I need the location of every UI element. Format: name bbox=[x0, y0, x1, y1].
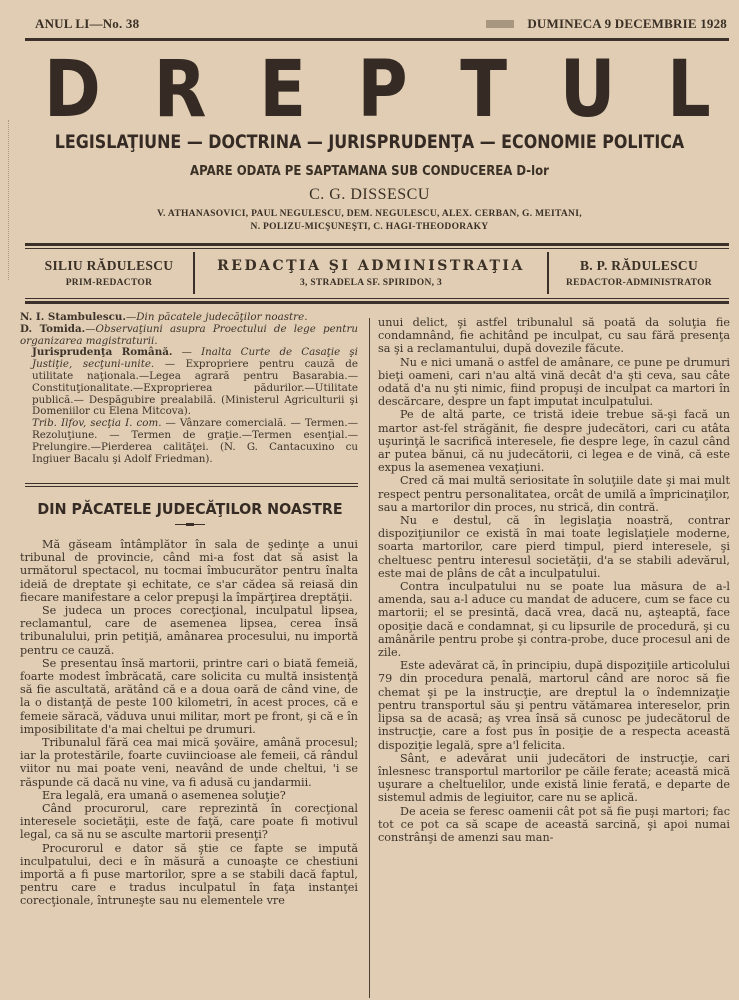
masthead-letter: E bbox=[258, 45, 306, 135]
summary-author: Jurisprudenţa Română. bbox=[32, 346, 173, 359]
article-paragraph: Se presentau însă martorii, printre cari o biată femeiă, foarte modest îmbrăcată, care solicita cu multă insistenţă să fie ascultată, arătând că e a doua oară de când vine, de la o distanţă de peste 100 kilometri, în acest proces, că e femeie săracă, văduva unui militar, mort pe front, şi că e în imposibilitate d'a mai cheltui pe drumuri. bbox=[20, 656, 358, 736]
article-paragraph: Cred că mai multă seriositate în soluţiile date şi mai mult respect pentru personalitatea, orcât de umilă a împricinaţilor, sau a martorilor din proces, nu strică, din contră. bbox=[378, 474, 730, 514]
redactia-address: 3, STRADELA SF. SPIRIDON, 3 bbox=[299, 278, 443, 288]
prim-redactor-name: SILIU RĂDULESCU bbox=[44, 258, 174, 273]
article-paragraph: Pe de altă parte, ce tristă ideie trebue să-şi facă un martor ast-fel străgănit, fie despre judecători, cari cu atâta uşurinţă le sacrifică interesele, fie despre lege, în cazul când ar putea bănui, că nu judecătorii, ci legea e de vină, că este expus la asemenea vexaţiuni. bbox=[378, 408, 730, 475]
column-divider bbox=[369, 318, 370, 998]
infobar-top-rule-thin bbox=[25, 248, 729, 249]
issue-summary bbox=[20, 312, 358, 465]
article-paragraph: unui delict, şi astfel tribunalul să poată da soluţia fie condamnând, fie achitând pe inculpat, cu sau fără presenţa sa şi a reclamantului, după dovezile făcute. bbox=[378, 316, 730, 356]
title-ornament bbox=[175, 524, 205, 525]
summary-item bbox=[20, 324, 358, 348]
summary-text: — Expropriere pentru cauză de utilitate naţionala.—Legea agrară pentru Basarabia.—Constituţionalitate.—Exproprierea pădurilor.—Utilitate publică.— Despăgubire prealabilă. (Ministerul Agriculturii şi Domeniilor cu Elena Mitcova). bbox=[32, 358, 358, 418]
prim-redactor-role: PRIM-REDACTOR bbox=[65, 278, 153, 288]
article-paragraph: Se judeca un proces corecţional, inculpatul lipsea, reclamantul, care de asemenea lipsea, cerea însă tribunalului, prin petiţiă, amânarea procesului, nu importă pentru ce cauză. bbox=[20, 604, 358, 657]
summary-rule bbox=[25, 483, 358, 484]
article-paragraph: Este adevărat că, în principiu, după dispoziţiile articolului 79 din procedura penală, martorul când are noroc să fie chemat şi pe la instrucţie, are dreptul la o îndemnizaţie pentru transportul său şi pentru vătămarea intereselor, prin lipsa sa de acasă; aş vrea însă să cunosc pe judecătorul de instrucţie, care a fost pus în posiţie de a respecta această dispoziţie legală, spre a'l felicita. bbox=[378, 659, 730, 752]
editorial-infobar bbox=[25, 252, 729, 294]
issue-number: ANUL LI—No. 38 bbox=[35, 16, 140, 31]
left-column bbox=[20, 312, 358, 465]
masthead-letter: D bbox=[43, 45, 101, 135]
prim-redactor-cell bbox=[25, 252, 195, 294]
article-paragraph: Nu e nici umană o astfel de amânare, ce pune pe drumuri bieţi oameni, cari n'au altă vină decât d'a şti ceva, sau câte odată d'a nu şti nimic, fiind propuşi de inculpat ca martori în descărcare, despre un fapt imputat inculpatului. bbox=[378, 355, 730, 409]
article-right-column bbox=[378, 316, 730, 844]
masthead-letter: T bbox=[460, 45, 507, 135]
administrator-name: B. P. RĂDULESCU bbox=[579, 258, 699, 273]
masthead-title bbox=[40, 45, 714, 135]
summary-court: Trib. Ilfov, secţia I. com. bbox=[32, 417, 162, 430]
summary-text: —Observaţiuni asupra Proectului de lege pentru organizarea magistraturii. bbox=[20, 322, 358, 347]
ink-stamp-mark bbox=[486, 20, 514, 28]
article-paragraph: Mă găseam întâmplător în sala de şedinţe a unui tribunal de provincie, când mi-a fost dat să asist la următorul spectacol, nu tocmai îmbucurător pentru înalta ideiă de dreptate şi echitate, ce s'ar cădea să reiasă din fiecare manifestare a celor prepuşi la împărţirea dreptăţii. bbox=[20, 538, 358, 604]
summary-item bbox=[20, 347, 358, 418]
masthead-subtitle: LEGISLAŢIUNE — DOCTRINA — JURISPRUDENŢA — ECONOMIE POLITICA bbox=[54, 132, 685, 153]
summary-item bbox=[20, 418, 358, 465]
summary-author: N. I. Stambulescu. bbox=[20, 311, 126, 323]
masthead-letter: P bbox=[357, 45, 409, 135]
top-line bbox=[25, 14, 729, 36]
publication-frequency: APARE ODATA PE SAPTAMANA SUB CONDUCEREA D-lor bbox=[190, 164, 549, 179]
summary-court: — Inalta Curte de Casaţie şi Justiţie, secţuni-unite. bbox=[32, 346, 358, 371]
article-paragraph: Sânt, e adevărat unii judecători de instrucţie, cari înlesnesc transportul martorilor pe căile ferate; această mică uşurare a cheltuelilor, unde există linie ferată, e departe de sistemul admis de legiuitor, care nu se aplică. bbox=[378, 751, 730, 805]
article-paragraph: Procurorul e dator să ştie ce fapte se impută inculpatului, deci e în măsură a cunoaşte ce chestiuni importă a fi puse martorilor, spre a se stabili dacă faptul, pentru care e tradus inculpatul în faţa instanţei corecţionale, întruneşte sau nu elementele vre bbox=[20, 841, 358, 908]
infobar-top-rule bbox=[25, 243, 729, 246]
article-paragraph: Era legală, era umană o asemenea soluţie? bbox=[42, 788, 286, 802]
article-paragraph: Tribunalul fără cea mai mică şovăire, amână procesul; iar la protestările, foarte cuviincioase ale femeii, că rândul viitor nu mai poate veni, neavând de unde cheltui, 'i se răspunde că dacă nu vine, va fi adusă cu jandarmii. bbox=[20, 736, 358, 789]
summary-text: — Vânzare comercială. — Termen.—Rezoluţiune. — Termen de graţie.—Termen esenţial.—Prelungire.—Pierderea calităţei. (N. G. Cantacuxino cu Ingiuer Bacalu şi Adolf Friedman). bbox=[32, 417, 359, 465]
summary-text: —Din păcatele judecăţilor noastre. bbox=[125, 311, 308, 323]
infobar-bottom-rule bbox=[25, 301, 729, 304]
article-title: DIN PĂCATELE JUDECĂŢILOR NOASTRE bbox=[37, 500, 343, 518]
article-paragraph: De aceia se feresc oamenii cât pot să fie puşi martori; fac tot ce pot ca să scape de această sarcină, şi apoi numai constrânşi de amenzi sau man- bbox=[378, 804, 730, 844]
top-rule bbox=[25, 38, 729, 41]
summary-author: D. Tomida. bbox=[20, 322, 86, 335]
issue-date: DUMINECA 9 DECEMBRIE 1928 bbox=[527, 16, 727, 31]
summary-rule bbox=[25, 486, 358, 487]
article-paragraph: Când procurorul, care reprezintă în corecţional interesele societăţii, este de faţă, care poate fi motivul legal, ca să nu se asculte martorii presenţi? bbox=[20, 802, 358, 842]
article-paragraph: Contra inculpatului nu se poate lua măsura de a-l amenda, sau a-l aduce cu mandat de aducere, cum se face cu martorii; el se presintă, dacă vrea, dacă nu, aşteaptă, face oposiţie dacă e condamnat, şi cu lipsurile de procedură, şi cu amânările pentru probe şi contra-probe, duce procesul ani de zile. bbox=[378, 580, 730, 660]
masthead-letter: L bbox=[667, 45, 712, 135]
redactia-cell bbox=[195, 252, 549, 294]
collaborators-line-1: V. ATHANASOVICI, PAUL NEGULESCU, DEM. NEGULESCU, ALEX. CERBAN, G. MEITANI, bbox=[157, 209, 582, 219]
masthead-letter: R bbox=[153, 45, 207, 135]
director-name: C. G. DISSESCU bbox=[309, 186, 430, 203]
collaborators-line-2: N. POLIZU-MICŞUNEŞTI, C. HAGI-THEODORAKY bbox=[250, 222, 489, 232]
article-left-column bbox=[20, 538, 358, 908]
infobar-bottom-rule-thin bbox=[25, 298, 729, 299]
masthead-letter: U bbox=[559, 45, 616, 135]
administrator-cell bbox=[549, 252, 729, 294]
redactia-title: REDACŢIA ŞI ADMINISTRAŢIA bbox=[217, 258, 525, 274]
article-paragraph: Nu e destul, că în legislaţia noastră, contrar dispoziţiunilor ce există în mai toate legislaţiele moderne, soarta martorilor, care pierd timpul, pierd interesele, şi cheltuesc pentru interesul societăţii, d'a se stabili adevărul, este mai de plâns de cât a inculpatului. bbox=[378, 514, 730, 580]
administrator-role: REDACTOR-ADMINISTRATOR bbox=[566, 278, 712, 288]
